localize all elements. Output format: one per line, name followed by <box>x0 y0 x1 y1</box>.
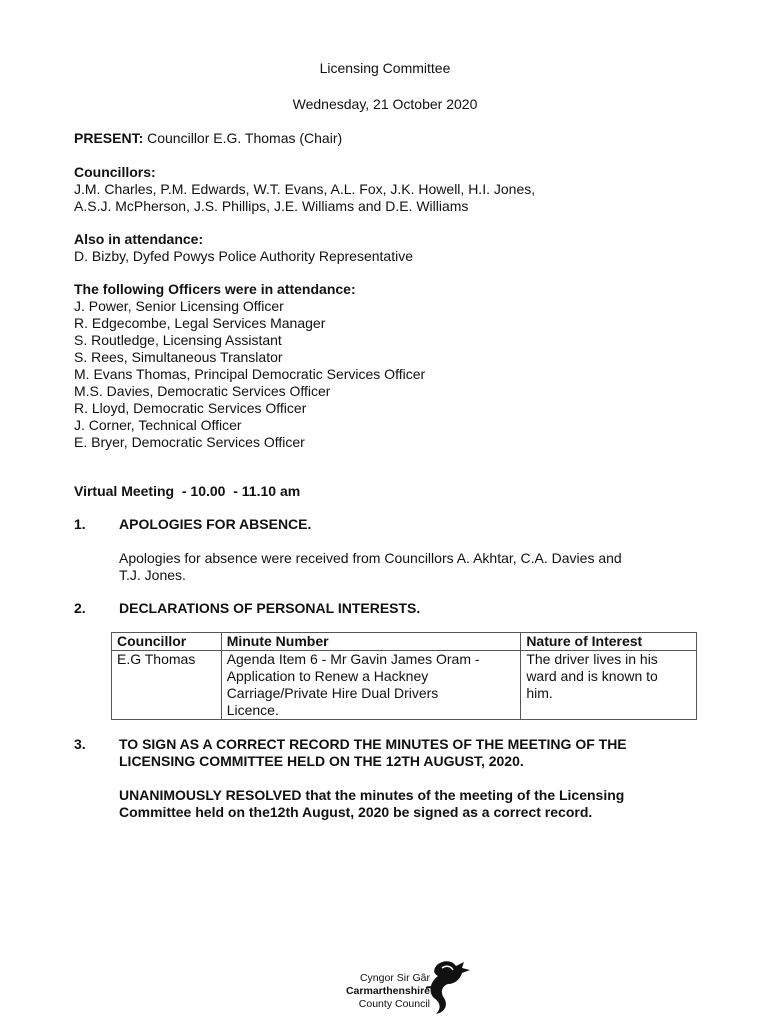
item-number: 1. <box>74 516 86 532</box>
officer-item: S. Rees, Simultaneous Translator <box>74 349 283 365</box>
table-row <box>112 651 697 720</box>
resolution-line: UNANIMOUSLY RESOLVED that the minutes of the meeting of the Licensing <box>119 787 625 803</box>
committee-title: Licensing Committee <box>319 60 451 76</box>
logo-text <box>330 972 430 1011</box>
column-header: Nature of Interest <box>521 633 697 651</box>
resolution-line: Committee held on the12th August, 2020 be signed as a correct record. <box>119 804 593 820</box>
item-body-line: T.J. Jones. <box>119 567 186 583</box>
cell-line: The driver lives in his <box>526 651 658 667</box>
cell-line: Carriage/Private Hire Dual Drivers <box>226 685 439 701</box>
officer-item: E. Bryer, Democratic Services Officer <box>74 434 305 450</box>
officers-heading: The following Officers were in attendance: <box>74 281 356 297</box>
table-header-row <box>112 633 697 651</box>
cell-line: him. <box>526 685 553 701</box>
officer-item: M.S. Davies, Democratic Services Officer <box>74 383 331 399</box>
officer-item: S. Routledge, Licensing Assistant <box>74 332 282 348</box>
logo-line-1: Cyngor Sir Gâr <box>359 972 430 984</box>
present-label: PRESENT: <box>74 130 144 146</box>
item-body-line: Apologies for absence were received from Councillors A. Akhtar, C.A. Davies and <box>119 550 622 566</box>
logo-line-2: Carmarthenshire <box>345 985 430 997</box>
also-attendance-section <box>74 231 714 265</box>
officer-item: M. Evans Thomas, Principal Democratic Services Officer <box>74 366 426 382</box>
dragon-icon <box>418 958 474 1016</box>
cell-line: ward and is known to <box>526 668 658 684</box>
item-title: DECLARATIONS OF PERSONAL INTERESTS. <box>119 600 421 616</box>
item-title-line: LICENSING COMMITTEE HELD ON THE 12TH AUGUST, 2020. <box>119 753 524 769</box>
councillors-heading: Councillors: <box>74 164 156 180</box>
present-text: Councillor E.G. Thomas (Chair) <box>143 130 343 146</box>
item-number: 2. <box>74 600 86 616</box>
item-title <box>119 736 709 770</box>
resolution <box>119 787 709 821</box>
council-logo <box>330 958 475 1016</box>
cell-line: Licence. <box>226 702 279 718</box>
column-header: Councillor <box>112 633 222 651</box>
cell-line: Application to Renew a Hackney <box>226 668 429 684</box>
officer-item: J. Power, Senior Licensing Officer <box>74 298 284 314</box>
table-cell-nature <box>521 651 697 720</box>
officer-item: J. Corner, Technical Officer <box>74 417 242 433</box>
present-line <box>74 130 714 147</box>
also-attendance-heading: Also in attendance: <box>74 231 204 247</box>
item-title: APOLOGIES FOR ABSENCE. <box>119 516 312 532</box>
interests-table <box>111 632 697 720</box>
logo-line-3: County Council <box>358 998 430 1010</box>
column-header: Minute Number <box>221 633 521 651</box>
table-cell-minute <box>221 651 521 720</box>
table-cell-councillor: E.G Thomas <box>112 651 222 720</box>
councillors-line: J.M. Charles, P.M. Edwards, W.T. Evans, A.L. Fox, J.K. Howell, H.I. Jones, <box>74 181 536 197</box>
item-title-line: TO SIGN AS A CORRECT RECORD THE MINUTES OF THE MEETING OF THE <box>119 736 627 752</box>
meeting-date: Wednesday, 21 October 2020 <box>292 96 478 112</box>
councillors-section <box>74 164 714 215</box>
officer-item: R. Lloyd, Democratic Services Officer <box>74 400 307 416</box>
officers-section <box>74 281 714 451</box>
item-number: 3. <box>74 736 86 752</box>
councillors-line: A.S.J. McPherson, J.S. Phillips, J.E. Williams and D.E. Williams <box>74 198 469 214</box>
officer-item: R. Edgecombe, Legal Services Manager <box>74 315 326 331</box>
also-attendance-text: D. Bizby, Dyfed Powys Police Authority Representative <box>74 248 414 264</box>
cell-line: Agenda Item 6 - Mr Gavin James Oram - <box>226 651 480 667</box>
meeting-time: Virtual Meeting - 10.00 - 11.10 am <box>74 483 301 499</box>
item-body <box>119 550 709 584</box>
